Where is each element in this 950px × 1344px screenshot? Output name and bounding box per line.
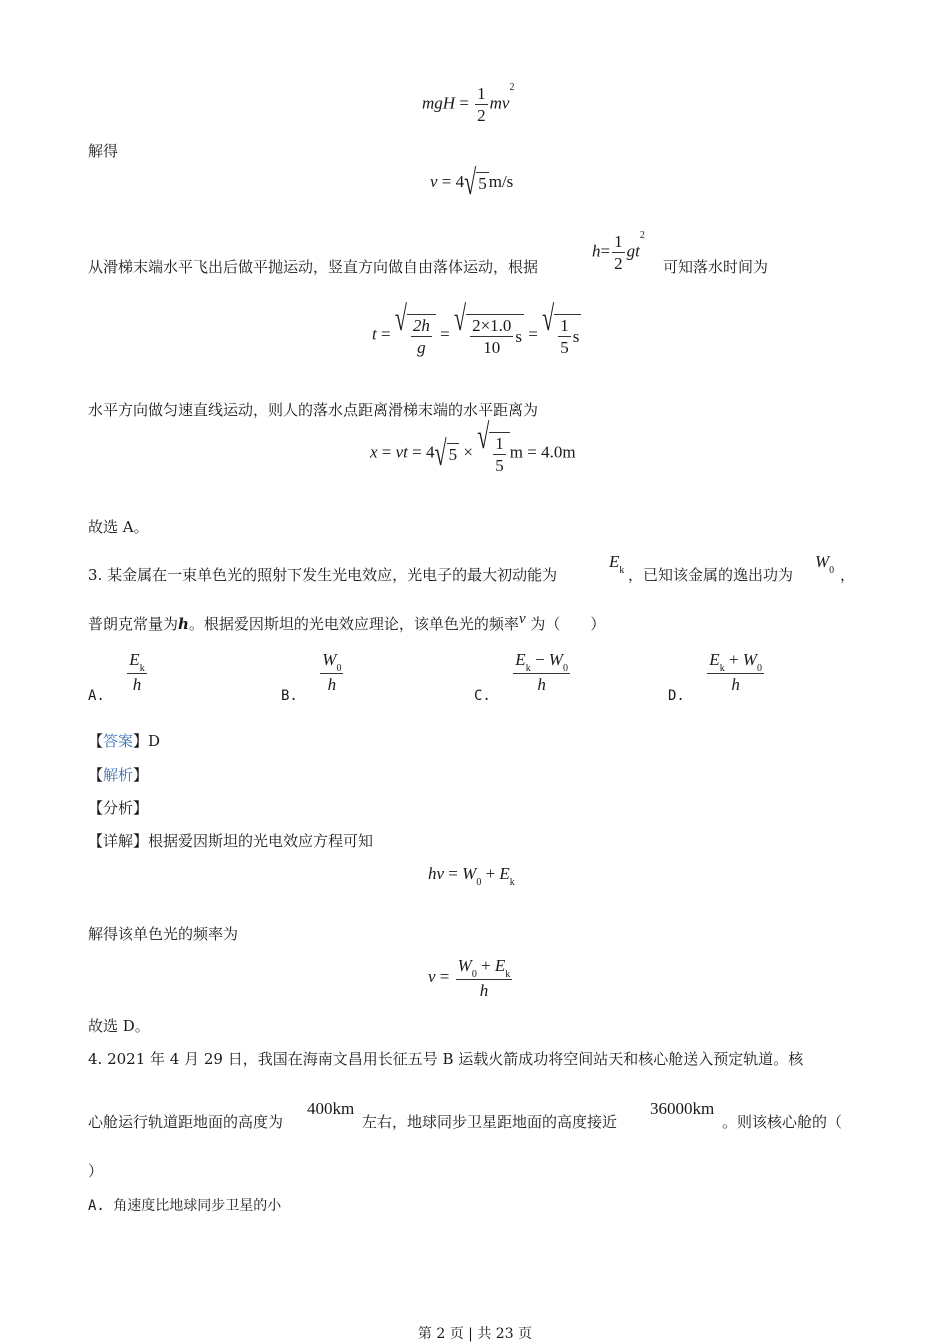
symbol-w0: $W_0$ xyxy=(815,552,835,576)
answer-choice-q3: 故选 D。 xyxy=(88,1017,150,1035)
question-3-line2: 普朗克常量为h。根据爱因斯坦的光电效应理论，该单色光的频率ν 为（ ） xyxy=(88,611,606,633)
equation-time: t = √ $\frac{2h}{g}$ = √ $\frac{2\times 1.0}{10}$ s = √ $\frac{1}{5}$ s xyxy=(372,297,580,357)
equation-frequency: ν = $\frac{W_0 + E_k}{h}$ xyxy=(428,956,511,1000)
question-3-line1: 3. 某金属在一束单色光的照射下发生光电效应，光电子的最大初动能为 xyxy=(88,566,558,584)
paragraph-horizontal: 水平方向做匀速直线运动，则人的落水点距离滑梯末端的水平距离为 xyxy=(88,401,539,419)
option-b[interactable]: B. $\frac{W_0}{h}$ xyxy=(281,650,342,704)
paragraph-projectile-end: 可知落水时间为 xyxy=(663,258,769,276)
question-4-line1: 4. 2021 年 4 月 29 日，我国在海南文昌用长征五号 B 运载火箭成功将空间站天和核心舱送入预定轨道。核 xyxy=(88,1050,804,1068)
question-4-line2c: 。则该核心舱的（ xyxy=(722,1113,843,1131)
answer-tag: 【答案】D xyxy=(88,732,161,750)
question-3-line1b: ，已知该金属的逸出功为 xyxy=(628,566,794,584)
analysis-tag: 【解析】 xyxy=(88,766,149,784)
height-400km: 400km xyxy=(307,1099,355,1118)
answer-choice-q2: 故选 A。 xyxy=(88,518,149,536)
question-3-line1c: ， xyxy=(840,566,856,584)
fenxi-tag: 【分析】 xyxy=(88,799,149,817)
option-a[interactable]: A. $\frac{E_k}{h}$ xyxy=(88,650,145,704)
solve-frequency: 解得该单色光的频率为 xyxy=(88,925,239,943)
solve-label: 解得 xyxy=(88,142,119,160)
symbol-ek: $E_k$ xyxy=(609,552,625,576)
option-c[interactable]: C. $\frac{E_k - W_0}{h}$ xyxy=(474,650,568,704)
inline-equation-fall: h= $\frac{1}{2}$ $gt^2$ xyxy=(592,230,645,273)
height-36000km: 36000km xyxy=(650,1099,715,1118)
paragraph-projectile: 从滑梯末端水平飞出后做平抛运动，竖直方向做自由落体运动，根据 xyxy=(88,258,539,276)
question-4-line2a: 心舱运行轨道距地面的高度为 xyxy=(88,1113,284,1131)
detail-tag: 【详解】根据爱因斯坦的光电效应方程可知 xyxy=(88,832,374,850)
page-footer: 第 2 页 | 共 23 页 xyxy=(417,1326,533,1342)
equation-photoelectric: $h\nu = W_0 + E_k$ xyxy=(428,864,515,888)
equation-velocity: v = 4 √ 5 m/s xyxy=(430,162,514,203)
question-4-line2b: 左右，地球同步卫星距地面的高度接近 xyxy=(362,1113,618,1131)
equation-distance: x = vt = 4 √ 5 × √ $\frac{1}{5}$ m = 4.0m xyxy=(370,415,576,475)
equation-energy: mgH = $\frac{1}{2}$ $mv^2$ xyxy=(422,82,515,125)
option-d[interactable]: D. $\frac{E_k + W_0}{h}$ xyxy=(668,650,762,704)
question-4-option-a[interactable]: A. 角速度比地球同步卫星的小 xyxy=(88,1198,282,1214)
question-4-line3: ） xyxy=(88,1162,104,1180)
